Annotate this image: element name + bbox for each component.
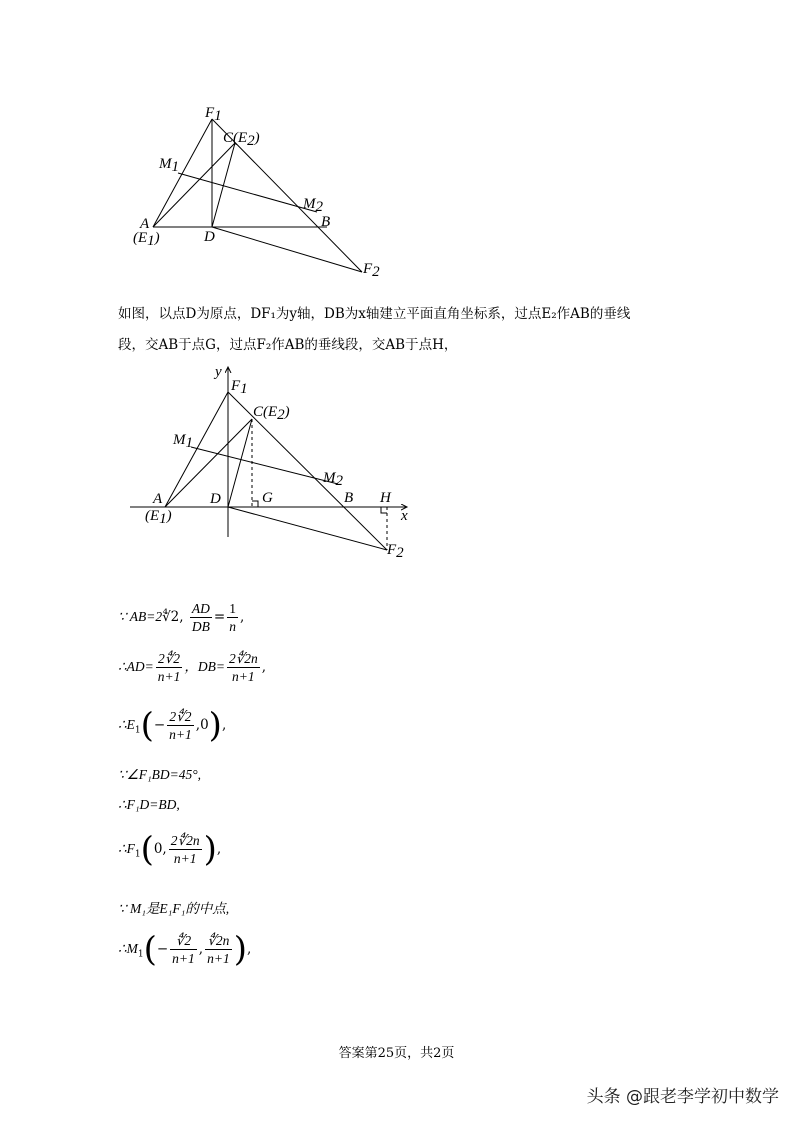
edge-DF2 <box>228 507 387 550</box>
label-D: D <box>210 491 221 507</box>
paragraph-line-1: 如图，以点D为原点，DF₁为y轴，DB为x轴建立平面直角坐标系，过点E₂作AB的垂线 <box>118 306 631 322</box>
label-M2: M2 <box>323 470 343 489</box>
label-B: B <box>344 490 354 506</box>
label-A: A <box>140 216 150 232</box>
watermark: 头条 @跟老李学初中数学 <box>586 1087 779 1107</box>
step-4: ∵∠F₁BD=45°, <box>118 767 202 782</box>
label-D: D <box>204 229 215 245</box>
label-F1: F1 <box>205 105 222 124</box>
page-footer: 答案第25页，共2页 <box>338 1046 455 1061</box>
label-M2: M2 <box>303 196 323 215</box>
right-angle-H <box>381 507 387 513</box>
paragraph-line-2: 段，交AB于点G，过点F₂作AB的垂线段，交AB于点H， <box>118 337 458 353</box>
figure-1-svg <box>125 100 385 285</box>
label-C: C(E2) <box>253 404 290 423</box>
edge-M1M2 <box>178 173 317 212</box>
step-6: $\therefore F_1(0$, $\frac{2∜2n}{n+1}$ ), <box>118 829 222 870</box>
label-E1: (E1) <box>145 508 172 527</box>
step-7: ∵ M₁是E₁F₁的中点, <box>118 901 230 916</box>
label-M1: M1 <box>159 156 179 175</box>
label-F2: F2 <box>387 542 404 561</box>
figure-1 <box>125 100 385 285</box>
step-8: $\therefore M_1(-$ $\frac{∜2}{n+1}$ , $\frac{∜2n}{n+1}$ ), <box>118 929 252 970</box>
edge-AF1 <box>165 392 228 507</box>
step-2: ∴AD= $\frac{2∜2}{n+1}$ ，DB= $\frac{2∜2n}{n+1}$ , <box>118 651 267 684</box>
label-C: C(E2) <box>223 130 260 149</box>
figure-2-svg <box>125 362 415 577</box>
right-angle-G <box>252 501 258 507</box>
edge-DC <box>228 419 252 507</box>
label-F1: F1 <box>231 378 248 397</box>
edge-AF1 <box>153 119 212 227</box>
edge-F1F2 <box>228 392 387 550</box>
step-3: $\therefore E_1(-$ $\frac{2∜2}{n+1}$ ,0), <box>118 705 227 746</box>
label-M1: M1 <box>173 432 193 451</box>
step-5: ∴F₁D=BD, <box>118 797 180 812</box>
edge-DC <box>212 143 235 227</box>
figure-2 <box>125 362 415 577</box>
edge-M1M2 <box>191 447 338 484</box>
label-B: B <box>321 214 331 230</box>
label-A: A <box>153 491 163 507</box>
label-F2: F2 <box>363 261 380 280</box>
label-x: x <box>401 508 408 524</box>
label-E1: (E1) <box>133 230 160 249</box>
label-H: H <box>380 490 391 506</box>
label-G: G <box>262 490 273 506</box>
label-y: y <box>215 364 222 380</box>
step-1: ∵ AB=2∜2, $\frac{AD}{DB}$ = $\frac{1}{n}$ , <box>118 601 245 634</box>
